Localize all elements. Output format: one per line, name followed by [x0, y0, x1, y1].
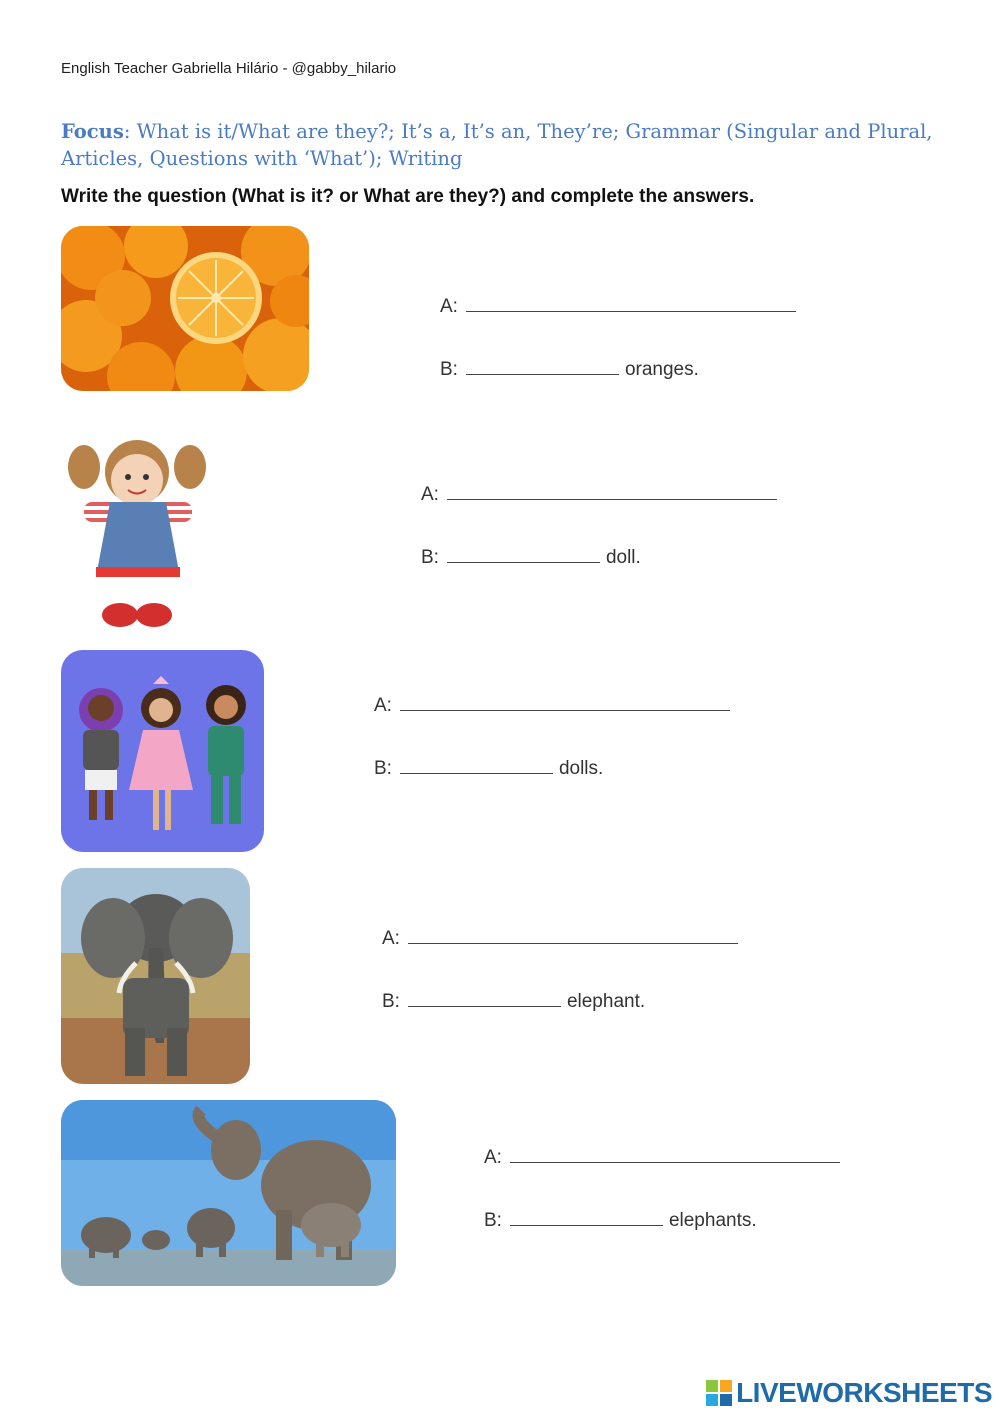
- answer-row: [484, 1210, 757, 1232]
- question-blank[interactable]: [447, 498, 777, 500]
- answer-row: [421, 547, 641, 569]
- b-label: B:: [382, 991, 400, 1012]
- doll-photo: [62, 432, 214, 635]
- liveworksheets-logo: [706, 1376, 992, 1410]
- question-blank[interactable]: [400, 709, 730, 711]
- answer-word: doll.: [605, 547, 641, 568]
- answer-word: oranges.: [624, 359, 699, 380]
- elephants-photo: [61, 1100, 396, 1286]
- question-row: [421, 484, 777, 506]
- a-label: A:: [421, 484, 439, 505]
- answer-blank[interactable]: [400, 772, 553, 774]
- b-label: B:: [421, 547, 439, 568]
- question-blank[interactable]: [510, 1161, 840, 1163]
- teacher-credit: English Teacher Gabriella Hilário - @gabby_hilario: [61, 60, 397, 77]
- question-row: [374, 695, 730, 717]
- question-blank[interactable]: [408, 942, 738, 944]
- answer-word: dolls.: [558, 758, 604, 779]
- answer-word: elephants.: [668, 1210, 757, 1231]
- answer-blank[interactable]: [510, 1224, 663, 1226]
- a-label: A:: [382, 928, 400, 949]
- a-label: A:: [374, 695, 392, 716]
- question-row: [484, 1147, 840, 1169]
- a-label: A:: [484, 1147, 502, 1168]
- elephant-photo: [61, 868, 250, 1084]
- question-row: [440, 296, 796, 318]
- answer-word: elephant.: [566, 991, 646, 1012]
- focus-text: : What is it/What are they?; It’s a, It’s an, They’re; Grammar (Singular and Plural, Articles, Questions with ‘What’); Writing: [61, 120, 933, 170]
- focus-label: Focus: [61, 120, 124, 143]
- b-label: B:: [440, 359, 458, 380]
- answer-blank[interactable]: [447, 561, 600, 563]
- answer-row: [440, 359, 699, 381]
- answer-blank[interactable]: [466, 373, 619, 375]
- b-label: B:: [374, 758, 392, 779]
- question-row: [382, 928, 738, 950]
- dolls-photo: [61, 650, 264, 852]
- instruction-text: Write the question (What is it? or What are they?) and complete the answers.: [61, 186, 755, 207]
- logo-text: LIVEWORKSHEETS: [736, 1377, 992, 1408]
- b-label: B:: [484, 1210, 502, 1231]
- answer-row: [374, 758, 603, 780]
- liveworksheets-logo-icon: [706, 1380, 732, 1406]
- answer-blank[interactable]: [408, 1005, 561, 1007]
- oranges-photo: [61, 226, 309, 391]
- question-blank[interactable]: [466, 310, 796, 312]
- a-label: A:: [440, 296, 458, 317]
- answer-row: [382, 991, 645, 1013]
- focus-description: [61, 118, 951, 172]
